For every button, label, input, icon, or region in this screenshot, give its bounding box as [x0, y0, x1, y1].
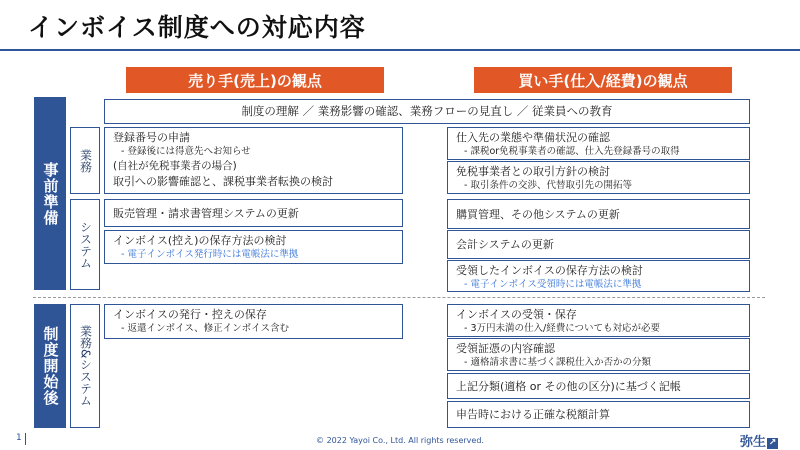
buyer-tax-calc-title: 申告時における正確な税額計算 — [456, 408, 610, 421]
buyer-receive-box — [447, 304, 750, 337]
seller-storage-title: インボイス(控え)の保存方法の検討 — [113, 234, 287, 247]
seller-registration-box — [104, 127, 403, 194]
phase-start-label: 制度開始後 — [41, 326, 60, 406]
buyer-exempt-policy-sub: - 取引条件の交渉、代替取引先の開拓等 — [464, 180, 632, 191]
phase-separator — [33, 297, 765, 298]
buyer-supplier-box — [447, 127, 750, 160]
buyer-supplier-sub: - 課税or免税事業者の確認、仕入先登録番号の取得 — [464, 146, 680, 157]
category-business-label: 業務 — [78, 148, 93, 173]
title-underline — [0, 49, 800, 51]
phase-start — [34, 304, 66, 428]
common-prep-text: 制度の理解 ／ 業務影響の確認、業務フローの見直し ／ 従業員への教育 — [241, 104, 613, 118]
page-title: インボイス制度への対応内容 — [28, 13, 366, 42]
seller-exempt-title: 取引への影響確認と、課税事業者転換の検討 — [113, 175, 333, 188]
buyer-exempt-policy-box — [447, 161, 750, 194]
common-prep-box — [104, 99, 750, 124]
buyer-bookkeeping-box — [447, 373, 750, 399]
logo-text: 弥生 — [740, 435, 767, 450]
copyright: © 2022 Yayoi Co., Ltd. All rights reserved. — [316, 436, 484, 445]
category-business-system-label: 業務&システム — [78, 325, 93, 407]
seller-registration-title: 登録番号の申請 — [113, 131, 190, 144]
buyer-tax-calc-box — [447, 401, 750, 428]
seller-issue-sub: - 返還インボイス、修正インボイス含む — [121, 323, 290, 334]
buyer-storage-sub: - 電子インボイス受領時には電帳法に準拠 — [464, 279, 642, 290]
arrow-icon: ↗ — [768, 438, 777, 448]
buyer-accounting-system-title: 会計システムの更新 — [456, 238, 554, 251]
yayoi-logo — [740, 431, 778, 450]
buyer-bookkeeping-title: 上記分類(適格 or その他の区分)に基づく記帳 — [456, 379, 681, 393]
seller-issue-box — [104, 304, 403, 339]
buyer-storage-title: 受領したインボイスの保存方法の検討 — [456, 264, 643, 277]
page-number: 1 — [16, 433, 22, 443]
phase-prep — [34, 97, 66, 290]
category-business — [70, 127, 100, 194]
buyer-accounting-system-box — [447, 230, 750, 259]
category-system — [70, 199, 100, 290]
buyer-verify-box — [447, 338, 750, 371]
buyer-verify-title: 受領証憑の内容確認 — [456, 342, 555, 355]
buyer-exempt-policy-title: 免税事業者との取引方針の検討 — [456, 165, 610, 178]
seller-system-update-box — [104, 199, 403, 227]
buyer-purchase-system-box — [447, 199, 750, 229]
category-system-label: システム — [78, 220, 93, 269]
buyer-supplier-title: 仕入先の業態や準備状況の確認 — [456, 131, 610, 144]
buyer-verify-sub: - 適格請求書に基づく課税仕入か否かの分類 — [464, 357, 651, 368]
seller-system-update-title: 販売管理・請求書管理システムの更新 — [113, 206, 299, 220]
category-business-system — [70, 304, 100, 428]
seller-registration-sub: - 登録後には得意先へお知らせ — [121, 146, 251, 157]
seller-issue-title: インボイスの発行・控えの保存 — [113, 308, 267, 321]
buyer-purchase-system-title: 購買管理、その他システムの更新 — [456, 207, 620, 221]
seller-exempt-note: (自社が免税事業者の場合) — [113, 160, 237, 172]
seller-storage-sub: - 電子インボイス発行時には電帳法に準拠 — [121, 249, 299, 260]
buyer-receive-sub: - 3万円未満の仕入/経費についても対応が必要 — [464, 323, 661, 334]
phase-prep-label: 事前準備 — [41, 161, 60, 226]
buyer-receive-title: インボイスの受領・保存 — [456, 308, 577, 321]
seller-header: 売り手(売上)の観点 — [126, 67, 384, 93]
buyer-header: 買い手(仕入/経費)の観点 — [474, 67, 732, 93]
buyer-storage-box — [447, 260, 750, 292]
seller-storage-box — [104, 230, 403, 264]
